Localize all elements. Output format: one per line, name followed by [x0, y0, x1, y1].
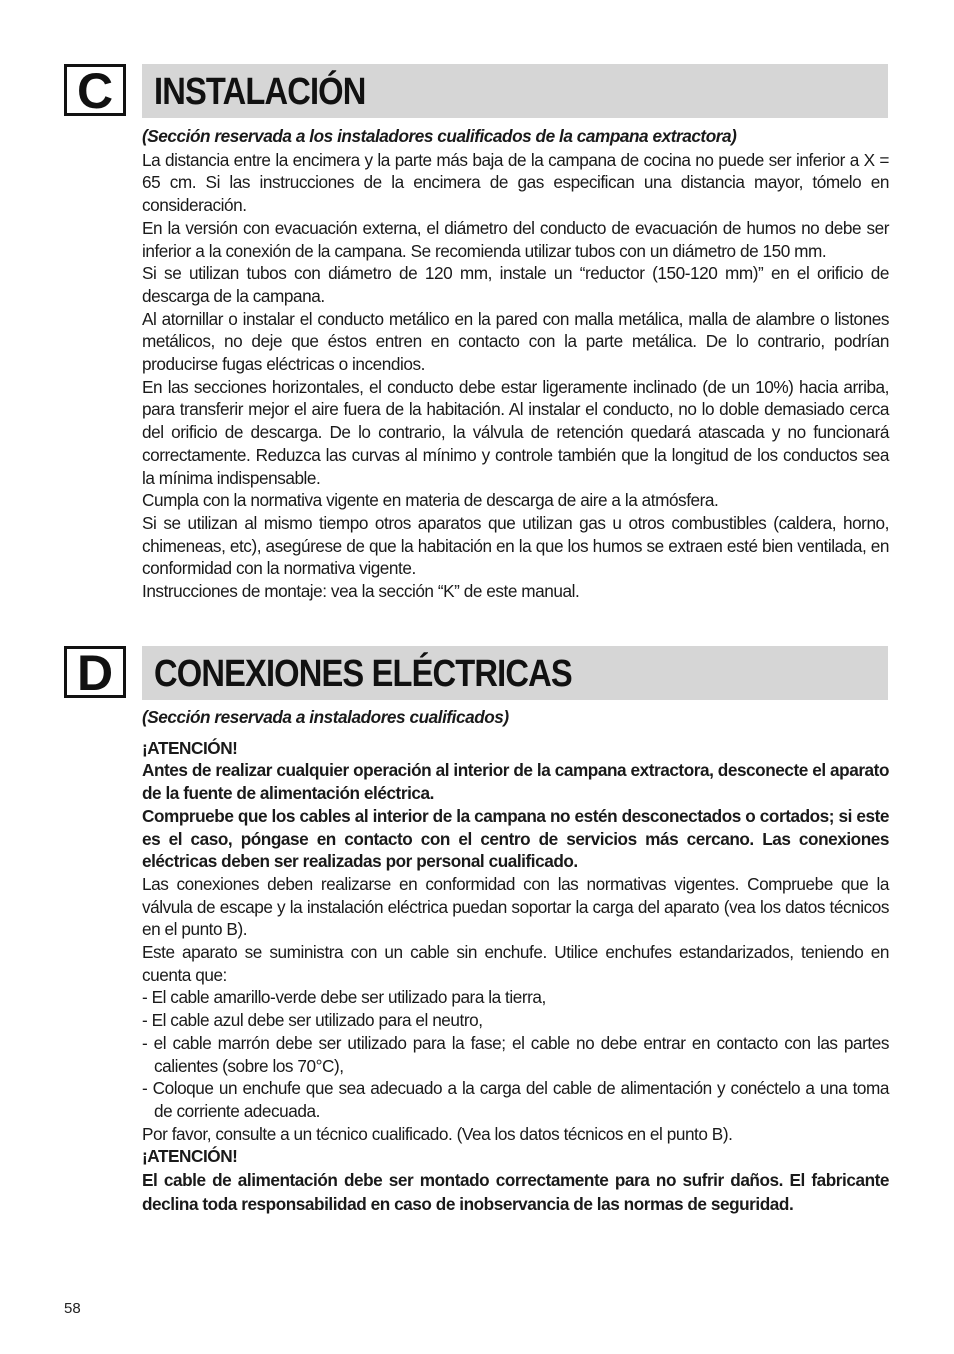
- section-c-paragraph: En la versión con evacuación externa, el diámetro del conducto de evacuación de humos no debe ser inferior a la conexión de la campana. Se recomienda utilizar tubos con un diámetro de 150 mm.: [142, 217, 889, 261]
- section-c-paragraph: Cumpla con la normativa vigente en materia de descarga de aire a la atmósfera.: [142, 490, 719, 511]
- section-c-title-bar: [142, 64, 888, 118]
- section-c-letter-box: [64, 63, 126, 119]
- section-c-paragraph: En las secciones horizontales, el conducto debe estar ligeramente inclinado (de un 10%) hacia arriba, para transferir mejor el aire fuera de la habitación. Al instalar el conducto, no lo doble demasiado cerca del orificio de descarga. De lo contrario, la válvula de retención quedará atascada y no funcionará correctamente. Reduzca las curvas al mínimo y controle también que la longitud de los conductos sea la mínima indispensable.: [142, 376, 889, 488]
- section-c-paragraph: Si se utilizan al mismo tiempo otros aparatos que utilizan gas u otros combustibles (caldera, horno, chimeneas, etc), asegúrese de que la habitación en la que los humos se extraen esté bien ventilada, en conformidad con la normativa vigente.: [142, 512, 889, 579]
- section-c-paragraph: Instrucciones de montaje: vea la sección “K” de este manual.: [142, 581, 580, 602]
- list-item: - el cable marrón debe ser utilizado para la fase; el cable no debe entrar en contacto con las partes calientes (sobre los 70°C),: [142, 1032, 889, 1076]
- section-c-paragraph: La distancia entre la encimera y la parte más baja de la campana de cocina no puede ser inferior a X = 65 cm. Si las instrucciones de la encimera de gas especifican una distancia mayor, tómelo en consideración.: [142, 149, 889, 216]
- section-d-paragraph: Por favor, consulte a un técnico cualificado. (Vea los datos técnicos en el punto B).: [142, 1123, 733, 1144]
- section-d-paragraph: Este aparato se suministra con un cable sin enchufe. Utilice enchufes estandarizados, teniendo en cuenta que:: [142, 942, 889, 985]
- section-d-paragraph: Las conexiones deben realizarse en conformidad con las normativas vigentes. Compruebe que la válvula de escape y la instalación eléctrica puedan soportar la carga del aparato (vea los datos técnicos en el punto B).: [142, 873, 889, 940]
- section-c-letter: C: [76, 63, 114, 119]
- page-number: 58: [64, 1300, 81, 1317]
- wiring-list: [142, 986, 889, 1122]
- list-item: - El cable amarillo-verde debe ser utilizado para la tierra,: [142, 987, 546, 1008]
- section-c-body: [142, 125, 889, 603]
- section-c-header: [64, 64, 888, 120]
- section-d-letter: D: [76, 645, 114, 701]
- section-d-subtitle: (Sección reservada a instaladores cualificados): [142, 707, 509, 727]
- section-d-title: CONEXIONES ELÉCTRICAS: [154, 653, 572, 695]
- section-d-letter-box: [64, 645, 126, 701]
- warning-text: Compruebe que los cables al interior de la campana no estén desconectados o cortados; si este es el caso, póngase en contacto con el centro de servicios más cercano. Las conexiones eléctricas deben ser realizadas por personal cualificado.: [142, 805, 889, 872]
- section-c-subtitle: (Sección reservada a los instaladores cualificados de la campana extractora): [142, 126, 737, 146]
- section-d-body: [142, 706, 889, 1216]
- list-item: - El cable azul debe ser utilizado para el neutro,: [142, 1010, 483, 1031]
- attention-heading: ¡ATENCIÓN!: [142, 1146, 238, 1167]
- warning-text: El cable de alimentación debe ser montado correctamente para no sufrir daños. El fabricante declina toda responsabilidad en caso de inobservancia de las normas de seguridad.: [142, 1170, 889, 1215]
- section-c-paragraph: Al atornillar o instalar el conducto metálico en la pared con malla metálica, malla de alambre o listones metálicos, no deje que éstos entren en contacto con la parte metálica. De lo contrario, podrían producirse fugas eléctricas o incendios.: [142, 308, 889, 375]
- section-d-header: [64, 646, 888, 702]
- list-item: - Coloque un enchufe que sea adecuado a la carga del cable de alimentación y conéctelo a una toma de corriente adecuada.: [142, 1078, 889, 1121]
- section-c-paragraph: Si se utilizan tubos con diámetro de 120 mm, instale un “reductor (150-120 mm)” en el orificio de descarga de la campana.: [142, 263, 889, 306]
- section-d-title-bar: [142, 646, 888, 700]
- warning-text: Antes de realizar cualquier operación al interior de la campana extractora, desconecte el aparato de la fuente de alimentación eléctrica.: [142, 760, 889, 804]
- attention-heading: ¡ATENCIÓN!: [142, 737, 238, 758]
- section-c-title: INSTALACIÓN: [154, 71, 366, 113]
